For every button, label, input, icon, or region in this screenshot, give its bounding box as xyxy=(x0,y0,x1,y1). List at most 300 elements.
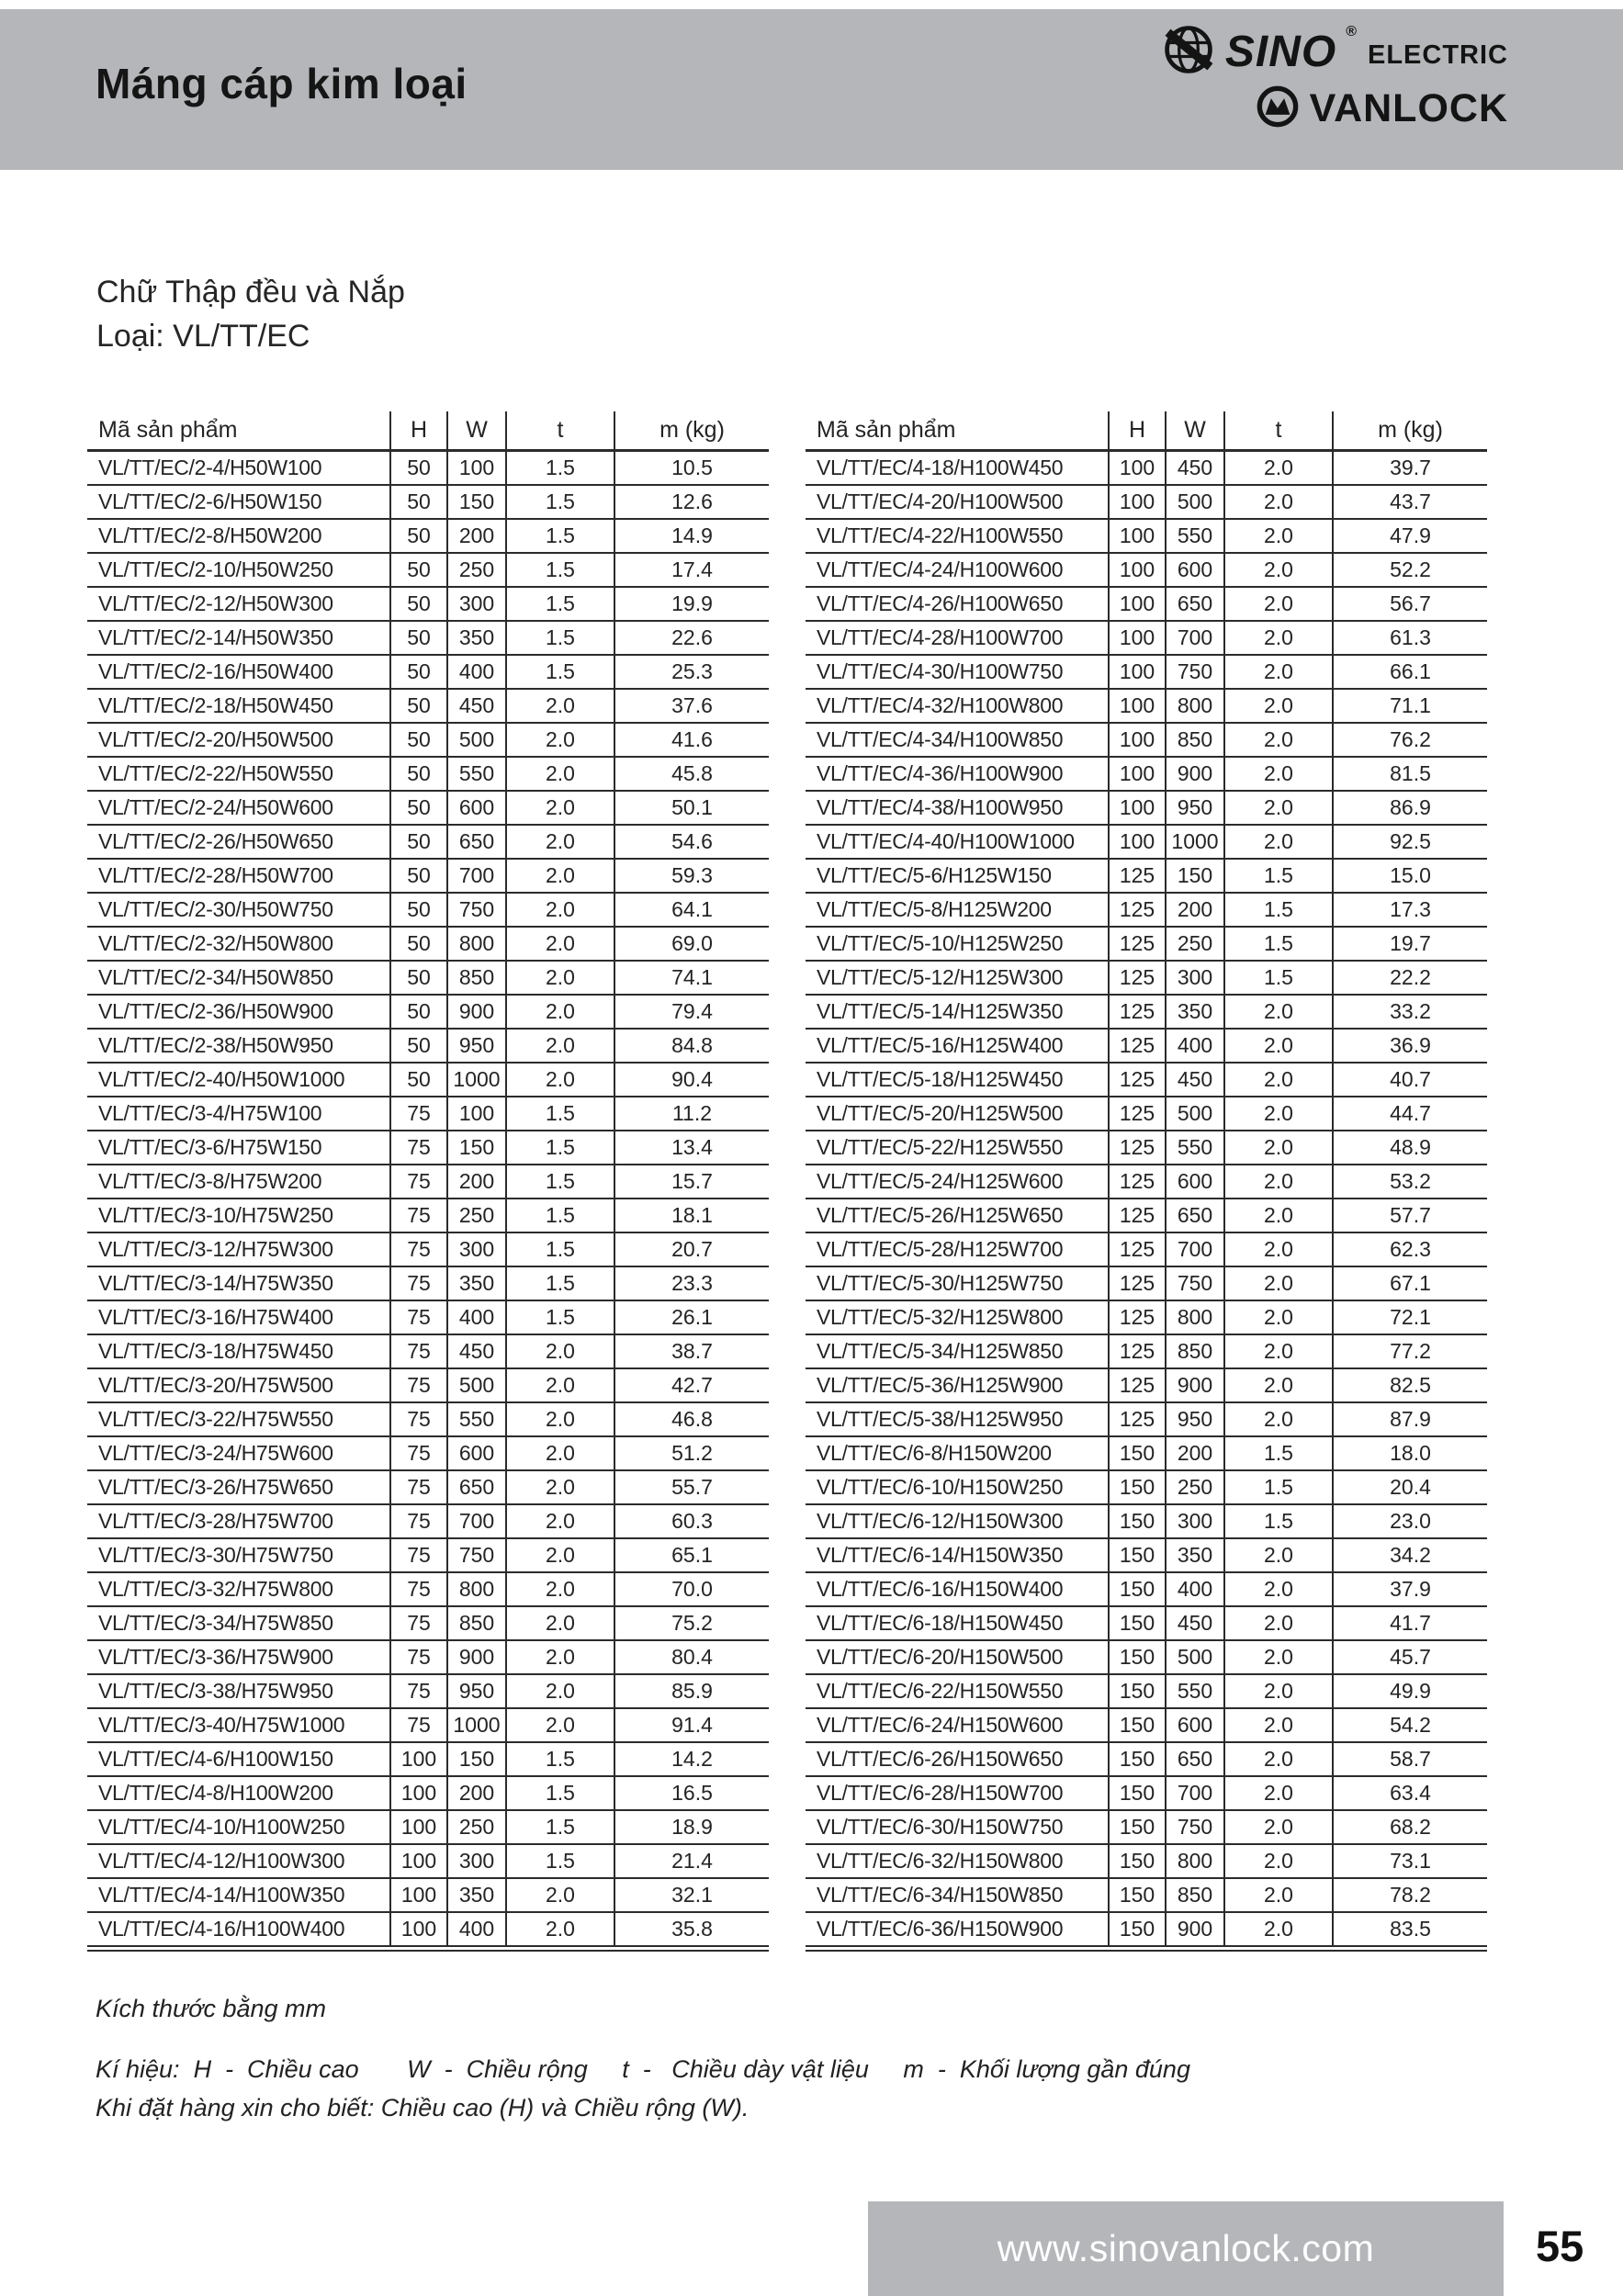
mass-cell: 20.4 xyxy=(1333,1470,1487,1504)
footer-bar xyxy=(868,2201,1504,2296)
table-row xyxy=(806,1436,1487,1470)
h-cell: 100 xyxy=(1109,791,1166,825)
mass-cell: 13.4 xyxy=(614,1131,769,1165)
mass-cell: 50.1 xyxy=(614,791,769,825)
w-cell: 200 xyxy=(447,1776,506,1810)
mass-cell: 59.3 xyxy=(614,859,769,893)
mass-cell: 45.8 xyxy=(614,757,769,791)
table-row xyxy=(806,1131,1487,1165)
h-cell: 50 xyxy=(390,451,447,486)
mass-cell: 81.5 xyxy=(1333,757,1487,791)
table-row xyxy=(87,893,769,927)
mass-cell: 14.2 xyxy=(614,1742,769,1776)
t-cell: 2.0 xyxy=(1224,757,1333,791)
product-code-cell: VL/TT/EC/6-18/H150W450 xyxy=(806,1606,1109,1640)
h-cell: 125 xyxy=(1109,893,1166,927)
page-title: Máng cáp kim loại xyxy=(96,60,468,107)
table-row xyxy=(806,791,1487,825)
t-cell: 2.0 xyxy=(1224,1606,1333,1640)
t-cell: 2.0 xyxy=(506,1606,614,1640)
product-code-cell: VL/TT/EC/5-34/H125W850 xyxy=(806,1334,1109,1368)
h-cell: 100 xyxy=(390,1776,447,1810)
w-cell: 950 xyxy=(447,1029,506,1063)
h-cell: 50 xyxy=(390,689,447,723)
table-row xyxy=(806,621,1487,655)
w-cell: 1000 xyxy=(1166,825,1224,859)
t-cell: 2.0 xyxy=(1224,1063,1333,1097)
table-row xyxy=(806,451,1487,486)
h-cell: 100 xyxy=(1109,825,1166,859)
h-cell: 100 xyxy=(1109,655,1166,689)
w-cell: 950 xyxy=(1166,791,1224,825)
table-row xyxy=(806,927,1487,961)
product-code-cell: VL/TT/EC/2-24/H50W600 xyxy=(87,791,390,825)
w-cell: 150 xyxy=(1166,859,1224,893)
mass-cell: 67.1 xyxy=(1333,1266,1487,1300)
t-cell: 2.0 xyxy=(1224,689,1333,723)
w-cell: 400 xyxy=(1166,1029,1224,1063)
product-code-cell: VL/TT/EC/3-26/H75W650 xyxy=(87,1470,390,1504)
h-cell: 75 xyxy=(390,1266,447,1300)
table-row xyxy=(806,825,1487,859)
w-cell: 450 xyxy=(447,1334,506,1368)
mass-cell: 75.2 xyxy=(614,1606,769,1640)
h-cell: 125 xyxy=(1109,1402,1166,1436)
h-cell: 100 xyxy=(1109,553,1166,587)
h-cell: 75 xyxy=(390,1300,447,1334)
h-cell: 150 xyxy=(1109,1640,1166,1674)
w-cell: 200 xyxy=(447,519,506,553)
t-cell: 2.0 xyxy=(506,791,614,825)
product-code-cell: VL/TT/EC/6-16/H150W400 xyxy=(806,1572,1109,1606)
mass-cell: 19.9 xyxy=(614,587,769,621)
table-row xyxy=(87,1538,769,1572)
product-code-cell: VL/TT/EC/4-30/H100W750 xyxy=(806,655,1109,689)
table-row xyxy=(87,1368,769,1402)
product-code-cell: VL/TT/EC/2-40/H50W1000 xyxy=(87,1063,390,1097)
w-cell: 700 xyxy=(1166,1232,1224,1266)
h-cell: 100 xyxy=(1109,689,1166,723)
product-code-cell: VL/TT/EC/3-10/H75W250 xyxy=(87,1199,390,1232)
h-cell: 100 xyxy=(390,1844,447,1878)
table-row xyxy=(806,689,1487,723)
product-code-cell: VL/TT/EC/5-36/H125W900 xyxy=(806,1368,1109,1402)
product-code-cell: VL/TT/EC/3-30/H75W750 xyxy=(87,1538,390,1572)
mass-cell: 68.2 xyxy=(1333,1810,1487,1844)
table-row xyxy=(87,587,769,621)
w-cell: 750 xyxy=(1166,1810,1224,1844)
brand-logos xyxy=(1161,22,1508,134)
h-cell: 125 xyxy=(1109,1266,1166,1300)
h-cell: 75 xyxy=(390,1097,447,1131)
product-code-cell: VL/TT/EC/3-20/H75W500 xyxy=(87,1368,390,1402)
w-cell: 850 xyxy=(1166,723,1224,757)
t-cell: 1.5 xyxy=(506,1776,614,1810)
product-code-cell: VL/TT/EC/5-16/H125W400 xyxy=(806,1029,1109,1063)
table-row xyxy=(87,519,769,553)
t-cell: 2.0 xyxy=(506,1504,614,1538)
w-cell: 600 xyxy=(447,1436,506,1470)
legend-note: Kí hiệu: H - Chiều cao W - Chiều rộng t - Chiều dày vật liệu m - Khối lượng gần đúng xyxy=(96,2055,1190,2083)
table-row xyxy=(87,1165,769,1199)
h-cell: 100 xyxy=(390,1810,447,1844)
col-header-w: W xyxy=(1166,411,1224,451)
table-row xyxy=(87,1844,769,1878)
table-row xyxy=(87,1878,769,1912)
table-row xyxy=(806,1232,1487,1266)
h-cell: 125 xyxy=(1109,1097,1166,1131)
t-cell: 2.0 xyxy=(506,689,614,723)
product-code-cell: VL/TT/EC/4-18/H100W450 xyxy=(806,451,1109,486)
mass-cell: 18.9 xyxy=(614,1810,769,1844)
t-cell: 2.0 xyxy=(1224,485,1333,519)
t-cell: 2.0 xyxy=(506,1029,614,1063)
mass-cell: 17.3 xyxy=(1333,893,1487,927)
table-row xyxy=(806,485,1487,519)
table-row xyxy=(806,1368,1487,1402)
mass-cell: 33.2 xyxy=(1333,995,1487,1029)
table-row xyxy=(87,1334,769,1368)
w-cell: 150 xyxy=(447,1131,506,1165)
w-cell: 700 xyxy=(447,1504,506,1538)
mass-cell: 92.5 xyxy=(1333,825,1487,859)
product-code-cell: VL/TT/EC/6-14/H150W350 xyxy=(806,1538,1109,1572)
table-row xyxy=(806,1199,1487,1232)
mass-cell: 54.6 xyxy=(614,825,769,859)
product-code-cell: VL/TT/EC/2-18/H50W450 xyxy=(87,689,390,723)
registered-trademark-symbol: ® xyxy=(1346,24,1357,39)
table-row xyxy=(806,553,1487,587)
product-code-cell: VL/TT/EC/4-32/H100W800 xyxy=(806,689,1109,723)
w-cell: 100 xyxy=(447,451,506,486)
table-row xyxy=(806,1300,1487,1334)
h-cell: 50 xyxy=(390,825,447,859)
t-cell: 2.0 xyxy=(1224,1912,1333,1946)
w-cell: 400 xyxy=(1166,1572,1224,1606)
col-header-mass: m (kg) xyxy=(614,411,769,451)
table-row xyxy=(806,893,1487,927)
product-code-cell: VL/TT/EC/5-10/H125W250 xyxy=(806,927,1109,961)
h-cell: 150 xyxy=(1109,1912,1166,1946)
table-row xyxy=(87,757,769,791)
product-code-cell: VL/TT/EC/3-32/H75W800 xyxy=(87,1572,390,1606)
w-cell: 750 xyxy=(1166,655,1224,689)
t-cell: 2.0 xyxy=(1224,1131,1333,1165)
w-cell: 550 xyxy=(1166,1674,1224,1708)
h-cell: 75 xyxy=(390,1538,447,1572)
table-row xyxy=(806,757,1487,791)
product-code-cell: VL/TT/EC/3-38/H75W950 xyxy=(87,1674,390,1708)
mass-cell: 66.1 xyxy=(1333,655,1487,689)
table-header-row xyxy=(87,411,769,451)
product-code-cell: VL/TT/EC/6-26/H150W650 xyxy=(806,1742,1109,1776)
table-row xyxy=(87,723,769,757)
mass-cell: 84.8 xyxy=(614,1029,769,1063)
t-cell: 1.5 xyxy=(506,485,614,519)
t-cell: 2.0 xyxy=(1224,1199,1333,1232)
electric-wordmark: ELECTRIC xyxy=(1368,40,1508,70)
t-cell: 2.0 xyxy=(506,1368,614,1402)
h-cell: 75 xyxy=(390,1131,447,1165)
product-code-cell: VL/TT/EC/4-28/H100W700 xyxy=(806,621,1109,655)
product-code-cell: VL/TT/EC/6-24/H150W600 xyxy=(806,1708,1109,1742)
h-cell: 50 xyxy=(390,553,447,587)
table-row xyxy=(87,1436,769,1470)
h-cell: 75 xyxy=(390,1232,447,1266)
product-code-cell: VL/TT/EC/3-16/H75W400 xyxy=(87,1300,390,1334)
col-header-product-code: Mã sản phẩm xyxy=(87,411,390,451)
w-cell: 900 xyxy=(1166,1368,1224,1402)
t-cell: 2.0 xyxy=(1224,1742,1333,1776)
mass-cell: 60.3 xyxy=(614,1504,769,1538)
t-cell: 2.0 xyxy=(506,825,614,859)
w-cell: 400 xyxy=(447,655,506,689)
h-cell: 75 xyxy=(390,1199,447,1232)
product-code-cell: VL/TT/EC/5-14/H125W350 xyxy=(806,995,1109,1029)
w-cell: 550 xyxy=(447,1402,506,1436)
h-cell: 125 xyxy=(1109,1300,1166,1334)
w-cell: 200 xyxy=(1166,1436,1224,1470)
product-code-cell: VL/TT/EC/4-34/H100W850 xyxy=(806,723,1109,757)
w-cell: 350 xyxy=(447,1878,506,1912)
w-cell: 900 xyxy=(1166,757,1224,791)
t-cell: 2.0 xyxy=(1224,1402,1333,1436)
h-cell: 150 xyxy=(1109,1504,1166,1538)
w-cell: 600 xyxy=(1166,1165,1224,1199)
table-row xyxy=(87,1912,769,1946)
w-cell: 1000 xyxy=(447,1708,506,1742)
t-cell: 1.5 xyxy=(1224,859,1333,893)
t-cell: 2.0 xyxy=(506,859,614,893)
h-cell: 125 xyxy=(1109,1199,1166,1232)
t-cell: 1.5 xyxy=(506,655,614,689)
h-cell: 150 xyxy=(1109,1708,1166,1742)
w-cell: 850 xyxy=(447,961,506,995)
table-row xyxy=(87,791,769,825)
mass-cell: 71.1 xyxy=(1333,689,1487,723)
table-row xyxy=(87,1640,769,1674)
h-cell: 100 xyxy=(1109,723,1166,757)
mass-cell: 40.7 xyxy=(1333,1063,1487,1097)
globe-icon xyxy=(1161,22,1216,82)
mass-cell: 20.7 xyxy=(614,1232,769,1266)
mass-cell: 23.3 xyxy=(614,1266,769,1300)
w-cell: 850 xyxy=(447,1606,506,1640)
t-cell: 2.0 xyxy=(1224,1266,1333,1300)
mass-cell: 17.4 xyxy=(614,553,769,587)
mass-cell: 91.4 xyxy=(614,1708,769,1742)
mass-cell: 74.1 xyxy=(614,961,769,995)
product-code-cell: VL/TT/EC/4-10/H100W250 xyxy=(87,1810,390,1844)
h-cell: 100 xyxy=(1109,757,1166,791)
w-cell: 650 xyxy=(1166,1742,1224,1776)
h-cell: 100 xyxy=(390,1742,447,1776)
table-row xyxy=(806,1912,1487,1946)
table-row xyxy=(806,1844,1487,1878)
table-row xyxy=(87,1063,769,1097)
t-cell: 2.0 xyxy=(506,1708,614,1742)
w-cell: 750 xyxy=(447,893,506,927)
w-cell: 350 xyxy=(1166,1538,1224,1572)
h-cell: 150 xyxy=(1109,1436,1166,1470)
product-code-cell: VL/TT/EC/2-16/H50W400 xyxy=(87,655,390,689)
t-cell: 2.0 xyxy=(506,1538,614,1572)
product-code-cell: VL/TT/EC/6-20/H150W500 xyxy=(806,1640,1109,1674)
table-row xyxy=(87,1708,769,1742)
w-cell: 250 xyxy=(447,553,506,587)
product-code-cell: VL/TT/EC/4-20/H100W500 xyxy=(806,485,1109,519)
product-code-cell: VL/TT/EC/2-8/H50W200 xyxy=(87,519,390,553)
t-cell: 1.5 xyxy=(1224,1436,1333,1470)
h-cell: 75 xyxy=(390,1402,447,1436)
mass-cell: 63.4 xyxy=(1333,1776,1487,1810)
mass-cell: 61.3 xyxy=(1333,621,1487,655)
mass-cell: 32.1 xyxy=(614,1878,769,1912)
table-row xyxy=(806,1097,1487,1131)
mass-cell: 73.1 xyxy=(1333,1844,1487,1878)
product-code-cell: VL/TT/EC/3-28/H75W700 xyxy=(87,1504,390,1538)
w-cell: 600 xyxy=(447,791,506,825)
h-cell: 100 xyxy=(1109,451,1166,486)
product-code-cell: VL/TT/EC/2-22/H50W550 xyxy=(87,757,390,791)
product-code-cell: VL/TT/EC/4-24/H100W600 xyxy=(806,553,1109,587)
h-cell: 150 xyxy=(1109,1742,1166,1776)
w-cell: 550 xyxy=(1166,519,1224,553)
table-row xyxy=(87,655,769,689)
table-row xyxy=(87,1674,769,1708)
mass-cell: 53.2 xyxy=(1333,1165,1487,1199)
w-cell: 250 xyxy=(447,1810,506,1844)
h-cell: 125 xyxy=(1109,995,1166,1029)
table-row xyxy=(87,1504,769,1538)
w-cell: 900 xyxy=(447,1640,506,1674)
table-row xyxy=(806,1776,1487,1810)
t-cell: 1.5 xyxy=(506,1165,614,1199)
t-cell: 1.5 xyxy=(506,1844,614,1878)
h-cell: 50 xyxy=(390,893,447,927)
t-cell: 2.0 xyxy=(1224,1776,1333,1810)
table-row xyxy=(87,1402,769,1436)
w-cell: 650 xyxy=(1166,587,1224,621)
mass-cell: 16.5 xyxy=(614,1776,769,1810)
h-cell: 150 xyxy=(1109,1844,1166,1878)
product-code-cell: VL/TT/EC/4-26/H100W650 xyxy=(806,587,1109,621)
t-cell: 1.5 xyxy=(506,1232,614,1266)
product-code-cell: VL/TT/EC/2-26/H50W650 xyxy=(87,825,390,859)
col-header-t: t xyxy=(506,411,614,451)
h-cell: 75 xyxy=(390,1504,447,1538)
h-cell: 75 xyxy=(390,1368,447,1402)
t-cell: 2.0 xyxy=(1224,655,1333,689)
h-cell: 150 xyxy=(1109,1538,1166,1572)
t-cell: 1.5 xyxy=(506,553,614,587)
h-cell: 50 xyxy=(390,927,447,961)
table-row xyxy=(806,1742,1487,1776)
product-code-cell: VL/TT/EC/5-18/H125W450 xyxy=(806,1063,1109,1097)
t-cell: 2.0 xyxy=(506,1640,614,1674)
h-cell: 150 xyxy=(1109,1606,1166,1640)
w-cell: 250 xyxy=(1166,1470,1224,1504)
t-cell: 2.0 xyxy=(506,723,614,757)
mass-cell: 45.7 xyxy=(1333,1640,1487,1674)
t-cell: 1.5 xyxy=(506,621,614,655)
product-code-cell: VL/TT/EC/5-6/H125W150 xyxy=(806,859,1109,893)
t-cell: 2.0 xyxy=(506,1912,614,1946)
t-cell: 2.0 xyxy=(1224,519,1333,553)
w-cell: 600 xyxy=(1166,1708,1224,1742)
t-cell: 2.0 xyxy=(506,757,614,791)
t-cell: 2.0 xyxy=(1224,995,1333,1029)
w-cell: 800 xyxy=(1166,689,1224,723)
w-cell: 800 xyxy=(447,1572,506,1606)
table-row xyxy=(87,689,769,723)
mass-cell: 46.8 xyxy=(614,1402,769,1436)
h-cell: 50 xyxy=(390,1029,447,1063)
mass-cell: 22.2 xyxy=(1333,961,1487,995)
h-cell: 150 xyxy=(1109,1776,1166,1810)
table-row xyxy=(87,1131,769,1165)
h-cell: 75 xyxy=(390,1436,447,1470)
product-code-cell: VL/TT/EC/3-36/H75W900 xyxy=(87,1640,390,1674)
mass-cell: 42.7 xyxy=(614,1368,769,1402)
w-cell: 800 xyxy=(447,927,506,961)
product-code-cell: VL/TT/EC/6-34/H150W850 xyxy=(806,1878,1109,1912)
mass-cell: 58.7 xyxy=(1333,1742,1487,1776)
mass-cell: 64.1 xyxy=(614,893,769,927)
product-code-cell: VL/TT/EC/3-14/H75W350 xyxy=(87,1266,390,1300)
w-cell: 150 xyxy=(447,485,506,519)
mass-cell: 79.4 xyxy=(614,995,769,1029)
w-cell: 350 xyxy=(1166,995,1224,1029)
mass-cell: 72.1 xyxy=(1333,1300,1487,1334)
t-cell: 2.0 xyxy=(1224,1844,1333,1878)
product-code-cell: VL/TT/EC/3-6/H75W150 xyxy=(87,1131,390,1165)
w-cell: 450 xyxy=(447,689,506,723)
h-cell: 150 xyxy=(1109,1572,1166,1606)
product-code-cell: VL/TT/EC/2-36/H50W900 xyxy=(87,995,390,1029)
t-cell: 2.0 xyxy=(1224,621,1333,655)
mass-cell: 47.9 xyxy=(1333,519,1487,553)
h-cell: 75 xyxy=(390,1640,447,1674)
sino-wordmark: SINO xyxy=(1224,28,1337,76)
w-cell: 850 xyxy=(1166,1878,1224,1912)
mass-cell: 19.7 xyxy=(1333,927,1487,961)
w-cell: 350 xyxy=(447,1266,506,1300)
t-cell: 1.5 xyxy=(506,1742,614,1776)
w-cell: 600 xyxy=(1166,553,1224,587)
table-row xyxy=(806,1538,1487,1572)
w-cell: 450 xyxy=(1166,1063,1224,1097)
mass-cell: 34.2 xyxy=(1333,1538,1487,1572)
w-cell: 550 xyxy=(447,757,506,791)
table-row xyxy=(806,1165,1487,1199)
h-cell: 50 xyxy=(390,485,447,519)
mass-cell: 62.3 xyxy=(1333,1232,1487,1266)
t-cell: 2.0 xyxy=(506,961,614,995)
h-cell: 125 xyxy=(1109,1334,1166,1368)
table-row xyxy=(806,519,1487,553)
h-cell: 50 xyxy=(390,723,447,757)
t-cell: 2.0 xyxy=(506,1878,614,1912)
w-cell: 500 xyxy=(447,723,506,757)
table-row xyxy=(87,451,769,486)
product-code-cell: VL/TT/EC/4-12/H100W300 xyxy=(87,1844,390,1878)
w-cell: 450 xyxy=(1166,1606,1224,1640)
mass-cell: 37.6 xyxy=(614,689,769,723)
t-cell: 2.0 xyxy=(1224,1029,1333,1063)
product-code-cell: VL/TT/EC/4-40/H100W1000 xyxy=(806,825,1109,859)
wheel-icon xyxy=(1255,84,1301,134)
